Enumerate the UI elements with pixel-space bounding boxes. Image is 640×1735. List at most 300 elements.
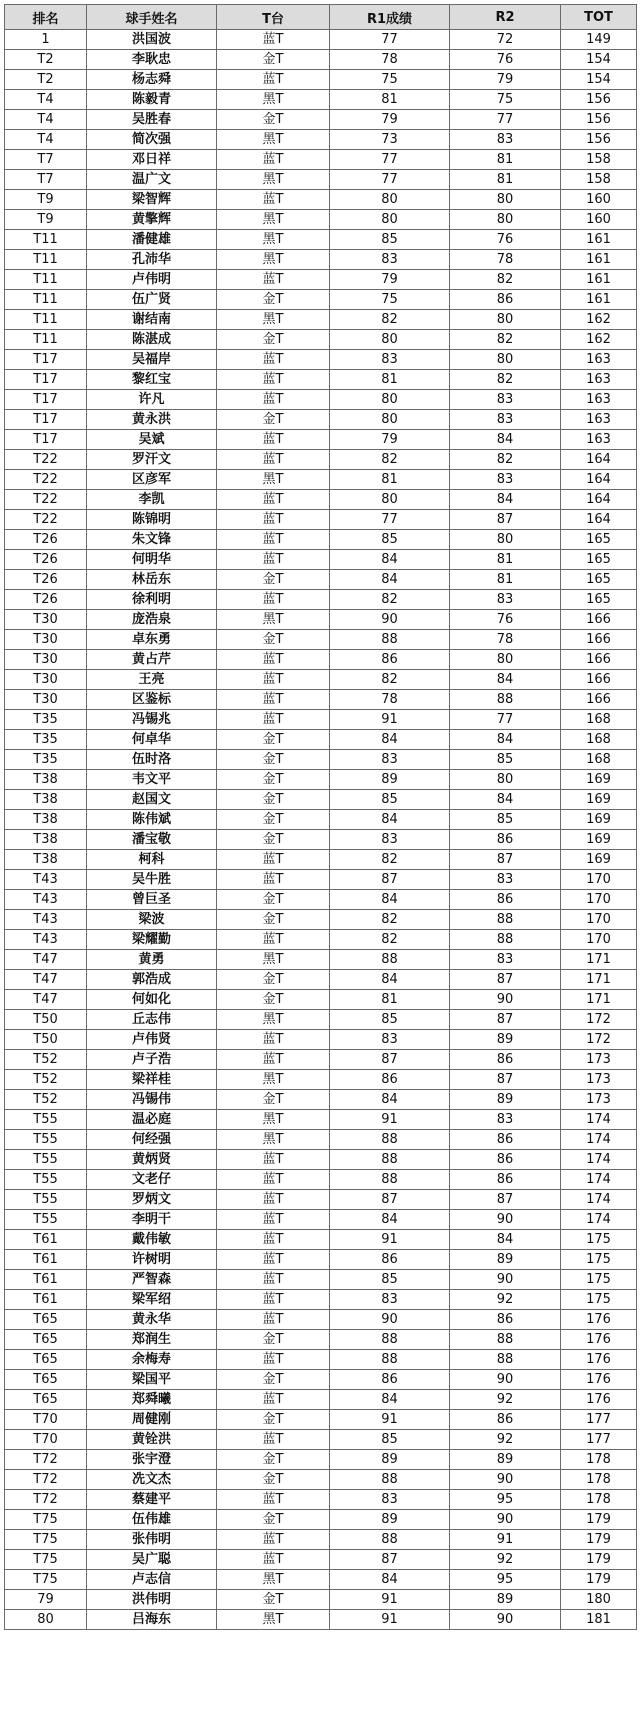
table-row	[5, 310, 637, 330]
r1-score-cell: 88	[330, 950, 450, 970]
table-row	[5, 70, 637, 90]
player-name-cell: 许树明	[87, 1250, 217, 1270]
player-name-cell: 周健刚	[87, 1410, 217, 1430]
tee-cell: 蓝T	[217, 670, 330, 690]
r2-score-cell: 84	[450, 790, 561, 810]
rank-cell: T35	[5, 710, 87, 730]
player-name-cell: 戴伟敏	[87, 1230, 217, 1250]
tee-cell: 蓝T	[217, 150, 330, 170]
r1-score-cell: 84	[330, 1570, 450, 1590]
r2-score-cell: 86	[450, 1170, 561, 1190]
r1-score-cell: 77	[330, 30, 450, 50]
total-cell: 165	[561, 550, 637, 570]
table-row	[5, 770, 637, 790]
rank-cell: 79	[5, 1590, 87, 1610]
r1-score-cell: 84	[330, 1390, 450, 1410]
r1-score-cell: 87	[330, 870, 450, 890]
total-cell: 176	[561, 1390, 637, 1410]
r2-score-cell: 90	[450, 1510, 561, 1530]
tee-cell: 金T	[217, 1450, 330, 1470]
r1-score-cell: 82	[330, 590, 450, 610]
rank-cell: T26	[5, 570, 87, 590]
rank-cell: T52	[5, 1090, 87, 1110]
tee-cell: 蓝T	[217, 530, 330, 550]
total-cell: 168	[561, 730, 637, 750]
player-name-cell: 梁军绍	[87, 1290, 217, 1310]
total-cell: 172	[561, 1030, 637, 1050]
total-cell: 170	[561, 890, 637, 910]
table-row	[5, 190, 637, 210]
r2-score-cell: 76	[450, 610, 561, 630]
rank-cell: T35	[5, 730, 87, 750]
r1-score-cell: 87	[330, 1050, 450, 1070]
tee-cell: 金T	[217, 1590, 330, 1610]
r2-score-cell: 90	[450, 1610, 561, 1630]
rank-cell: T4	[5, 90, 87, 110]
tee-cell: 金T	[217, 1470, 330, 1490]
total-cell: 169	[561, 830, 637, 850]
r1-score-cell: 88	[330, 1530, 450, 1550]
tee-cell: 蓝T	[217, 690, 330, 710]
tee-cell: 蓝T	[217, 850, 330, 870]
r1-score-cell: 81	[330, 990, 450, 1010]
r1-score-cell: 82	[330, 450, 450, 470]
rank-cell: T11	[5, 290, 87, 310]
total-cell: 177	[561, 1410, 637, 1430]
r1-score-cell: 75	[330, 290, 450, 310]
r1-score-cell: 84	[330, 730, 450, 750]
rank-cell: T43	[5, 890, 87, 910]
total-cell: 166	[561, 650, 637, 670]
rank-cell: T35	[5, 750, 87, 770]
total-cell: 163	[561, 390, 637, 410]
rank-cell: T38	[5, 810, 87, 830]
table-row	[5, 950, 637, 970]
tee-cell: 蓝T	[217, 1490, 330, 1510]
table-row	[5, 1230, 637, 1250]
table-row	[5, 450, 637, 470]
r2-score-cell: 85	[450, 810, 561, 830]
rank-cell: T38	[5, 830, 87, 850]
tee-cell: 蓝T	[217, 710, 330, 730]
total-cell: 176	[561, 1370, 637, 1390]
r1-score-cell: 75	[330, 70, 450, 90]
total-cell: 170	[561, 930, 637, 950]
rank-cell: T30	[5, 670, 87, 690]
rank-cell: T22	[5, 510, 87, 530]
player-name-cell: 李明干	[87, 1210, 217, 1230]
rank-cell: T7	[5, 170, 87, 190]
r2-score-cell: 80	[450, 310, 561, 330]
rank-cell: T17	[5, 410, 87, 430]
table-row	[5, 730, 637, 750]
table-row	[5, 1110, 637, 1130]
r1-score-cell: 85	[330, 530, 450, 550]
total-cell: 165	[561, 570, 637, 590]
r2-score-cell: 77	[450, 710, 561, 730]
r2-score-cell: 80	[450, 210, 561, 230]
table-row	[5, 430, 637, 450]
results-table	[4, 4, 637, 1630]
r2-score-cell: 80	[450, 530, 561, 550]
r2-score-cell: 86	[450, 1410, 561, 1430]
total-cell: 162	[561, 310, 637, 330]
total-cell: 161	[561, 290, 637, 310]
player-name-cell: 梁国平	[87, 1370, 217, 1390]
rank-cell: T17	[5, 390, 87, 410]
r2-score-cell: 86	[450, 1310, 561, 1330]
player-name-cell: 吴胜春	[87, 110, 217, 130]
player-name-cell: 伍伟雄	[87, 1510, 217, 1530]
tee-cell: 金T	[217, 570, 330, 590]
r2-score-cell: 84	[450, 730, 561, 750]
tee-cell: 蓝T	[217, 650, 330, 670]
table-row	[5, 1390, 637, 1410]
player-name-cell: 陈伟斌	[87, 810, 217, 830]
total-cell: 181	[561, 1610, 637, 1630]
r2-score-cell: 87	[450, 1190, 561, 1210]
total-cell: 162	[561, 330, 637, 350]
r2-score-cell: 90	[450, 1210, 561, 1230]
r1-score-cell: 88	[330, 630, 450, 650]
player-name-cell: 林岳东	[87, 570, 217, 590]
total-cell: 174	[561, 1210, 637, 1230]
rank-cell: T61	[5, 1250, 87, 1270]
r1-score-cell: 82	[330, 930, 450, 950]
table-row	[5, 1010, 637, 1030]
r2-score-cell: 83	[450, 470, 561, 490]
tee-cell: 黑T	[217, 130, 330, 150]
r1-score-cell: 86	[330, 1070, 450, 1090]
table-row	[5, 890, 637, 910]
r1-score-cell: 85	[330, 1010, 450, 1030]
tee-cell: 蓝T	[217, 1530, 330, 1550]
tee-cell: 蓝T	[217, 1170, 330, 1190]
table-row	[5, 290, 637, 310]
table-row	[5, 1550, 637, 1570]
r1-score-cell: 87	[330, 1190, 450, 1210]
table-row	[5, 1030, 637, 1050]
total-cell: 164	[561, 510, 637, 530]
table-row	[5, 1510, 637, 1530]
r1-score-cell: 81	[330, 470, 450, 490]
r2-score-cell: 89	[450, 1030, 561, 1050]
tee-cell: 黑T	[217, 470, 330, 490]
total-cell: 174	[561, 1110, 637, 1130]
r2-score-cell: 84	[450, 670, 561, 690]
total-cell: 169	[561, 810, 637, 830]
tee-cell: 金T	[217, 890, 330, 910]
tee-cell: 蓝T	[217, 510, 330, 530]
table-row	[5, 1310, 637, 1330]
tee-cell: 蓝T	[217, 190, 330, 210]
player-name-cell: 伍时洛	[87, 750, 217, 770]
player-name-cell: 何经强	[87, 1130, 217, 1150]
tee-cell: 金T	[217, 1090, 330, 1110]
table-row	[5, 1470, 637, 1490]
total-cell: 156	[561, 110, 637, 130]
total-cell: 164	[561, 490, 637, 510]
player-name-cell: 吴广聪	[87, 1550, 217, 1570]
table-row	[5, 1150, 637, 1170]
r2-score-cell: 82	[450, 450, 561, 470]
rank-cell: T26	[5, 590, 87, 610]
r1-score-cell: 89	[330, 1450, 450, 1470]
r2-score-cell: 90	[450, 1270, 561, 1290]
player-name-cell: 温广文	[87, 170, 217, 190]
r1-score-cell: 82	[330, 910, 450, 930]
table-row	[5, 1250, 637, 1270]
r2-score-cell: 80	[450, 770, 561, 790]
table-row	[5, 230, 637, 250]
rank-cell: T9	[5, 190, 87, 210]
r2-score-cell: 86	[450, 890, 561, 910]
table-row	[5, 1570, 637, 1590]
tee-cell: 金T	[217, 1410, 330, 1430]
tee-cell: 蓝T	[217, 1550, 330, 1570]
rank-cell: T22	[5, 450, 87, 470]
rank-cell: T52	[5, 1070, 87, 1090]
total-cell: 173	[561, 1050, 637, 1070]
r1-score-cell: 88	[330, 1130, 450, 1150]
total-cell: 176	[561, 1350, 637, 1370]
r2-score-cell: 86	[450, 1130, 561, 1150]
tee-cell: 金T	[217, 290, 330, 310]
total-cell: 166	[561, 670, 637, 690]
tee-cell: 金T	[217, 630, 330, 650]
tee-cell: 金T	[217, 830, 330, 850]
table-row	[5, 490, 637, 510]
table-row	[5, 1190, 637, 1210]
r1-score-cell: 78	[330, 690, 450, 710]
header-total: TOT	[561, 5, 637, 30]
tee-cell: 金T	[217, 730, 330, 750]
rank-cell: T70	[5, 1430, 87, 1450]
r1-score-cell: 90	[330, 1310, 450, 1330]
player-name-cell: 卢子浩	[87, 1050, 217, 1070]
r1-score-cell: 73	[330, 130, 450, 150]
table-row	[5, 110, 637, 130]
tee-cell: 金T	[217, 110, 330, 130]
rank-cell: 1	[5, 30, 87, 50]
tee-cell: 蓝T	[217, 930, 330, 950]
r2-score-cell: 90	[450, 1470, 561, 1490]
total-cell: 176	[561, 1310, 637, 1330]
r1-score-cell: 84	[330, 570, 450, 590]
table-row	[5, 50, 637, 70]
rank-cell: T65	[5, 1350, 87, 1370]
table-row	[5, 1450, 637, 1470]
rank-cell: T72	[5, 1450, 87, 1470]
player-name-cell: 蔡建平	[87, 1490, 217, 1510]
table-row	[5, 210, 637, 230]
rank-cell: T30	[5, 630, 87, 650]
player-name-cell: 冯锡伟	[87, 1090, 217, 1110]
tee-cell: 蓝T	[217, 1050, 330, 1070]
total-cell: 164	[561, 450, 637, 470]
r2-score-cell: 77	[450, 110, 561, 130]
r2-score-cell: 88	[450, 930, 561, 950]
player-name-cell: 陈湛成	[87, 330, 217, 350]
player-name-cell: 梁耀勤	[87, 930, 217, 950]
table-row	[5, 1050, 637, 1070]
total-cell: 175	[561, 1270, 637, 1290]
total-cell: 179	[561, 1530, 637, 1550]
r1-score-cell: 83	[330, 250, 450, 270]
tee-cell: 金T	[217, 410, 330, 430]
rank-cell: T30	[5, 690, 87, 710]
r1-score-cell: 82	[330, 670, 450, 690]
r2-score-cell: 82	[450, 370, 561, 390]
total-cell: 154	[561, 70, 637, 90]
tee-cell: 金T	[217, 970, 330, 990]
r1-score-cell: 84	[330, 810, 450, 830]
tee-cell: 蓝T	[217, 370, 330, 390]
player-name-cell: 区彦军	[87, 470, 217, 490]
tee-cell: 蓝T	[217, 1390, 330, 1410]
total-cell: 178	[561, 1490, 637, 1510]
r2-score-cell: 86	[450, 1150, 561, 1170]
player-name-cell: 简次强	[87, 130, 217, 150]
tee-cell: 金T	[217, 770, 330, 790]
rank-cell: T65	[5, 1310, 87, 1330]
r1-score-cell: 83	[330, 1490, 450, 1510]
player-name-cell: 吴福岸	[87, 350, 217, 370]
tee-cell: 蓝T	[217, 870, 330, 890]
table-row	[5, 790, 637, 810]
r2-score-cell: 76	[450, 50, 561, 70]
r1-score-cell: 81	[330, 90, 450, 110]
table-row	[5, 1410, 637, 1430]
r2-score-cell: 88	[450, 910, 561, 930]
total-cell: 175	[561, 1290, 637, 1310]
table-row	[5, 330, 637, 350]
tee-cell: 黑T	[217, 610, 330, 630]
r2-score-cell: 92	[450, 1430, 561, 1450]
player-name-cell: 郭浩成	[87, 970, 217, 990]
total-cell: 160	[561, 210, 637, 230]
player-name-cell: 朱文锋	[87, 530, 217, 550]
total-cell: 154	[561, 50, 637, 70]
total-cell: 156	[561, 90, 637, 110]
table-row	[5, 910, 637, 930]
tee-cell: 蓝T	[217, 1430, 330, 1450]
total-cell: 164	[561, 470, 637, 490]
tee-cell: 蓝T	[217, 450, 330, 470]
tee-cell: 金T	[217, 790, 330, 810]
table-row	[5, 270, 637, 290]
r2-score-cell: 80	[450, 190, 561, 210]
r2-score-cell: 90	[450, 990, 561, 1010]
tee-cell: 蓝T	[217, 1270, 330, 1290]
player-name-cell: 罗炳文	[87, 1190, 217, 1210]
r1-score-cell: 81	[330, 370, 450, 390]
rank-cell: T38	[5, 850, 87, 870]
table-row	[5, 410, 637, 430]
player-name-cell: 黄占芹	[87, 650, 217, 670]
player-name-cell: 黄永华	[87, 1310, 217, 1330]
rank-cell: T17	[5, 350, 87, 370]
player-name-cell: 黄擎辉	[87, 210, 217, 230]
tee-cell: 黑T	[217, 1010, 330, 1030]
player-name-cell: 文老仔	[87, 1170, 217, 1190]
tee-cell: 蓝T	[217, 1210, 330, 1230]
r1-score-cell: 83	[330, 1030, 450, 1050]
total-cell: 163	[561, 370, 637, 390]
total-cell: 166	[561, 610, 637, 630]
r1-score-cell: 79	[330, 430, 450, 450]
player-name-cell: 韦文平	[87, 770, 217, 790]
table-row	[5, 1610, 637, 1630]
total-cell: 174	[561, 1150, 637, 1170]
table-body	[5, 30, 637, 1630]
table-row	[5, 650, 637, 670]
rank-cell: T52	[5, 1050, 87, 1070]
table-row	[5, 130, 637, 150]
rank-cell: T43	[5, 910, 87, 930]
r2-score-cell: 75	[450, 90, 561, 110]
r1-score-cell: 80	[330, 190, 450, 210]
player-name-cell: 黎红宝	[87, 370, 217, 390]
table-row	[5, 830, 637, 850]
r2-score-cell: 87	[450, 970, 561, 990]
player-name-cell: 冯锡兆	[87, 710, 217, 730]
r1-score-cell: 84	[330, 890, 450, 910]
r1-score-cell: 80	[330, 490, 450, 510]
r2-score-cell: 82	[450, 330, 561, 350]
r2-score-cell: 89	[450, 1090, 561, 1110]
total-cell: 176	[561, 1330, 637, 1350]
player-name-cell: 吴斌	[87, 430, 217, 450]
r2-score-cell: 81	[450, 150, 561, 170]
rank-cell: T22	[5, 470, 87, 490]
rank-cell: T11	[5, 230, 87, 250]
player-name-cell: 邓日祥	[87, 150, 217, 170]
player-name-cell: 何卓华	[87, 730, 217, 750]
table-row	[5, 590, 637, 610]
table-row	[5, 870, 637, 890]
total-cell: 175	[561, 1230, 637, 1250]
rank-cell: T2	[5, 70, 87, 90]
player-name-cell: 伍广贤	[87, 290, 217, 310]
rank-cell: T65	[5, 1330, 87, 1350]
tee-cell: 蓝T	[217, 270, 330, 290]
table-row	[5, 570, 637, 590]
r2-score-cell: 95	[450, 1490, 561, 1510]
player-name-cell: 王亮	[87, 670, 217, 690]
rank-cell: T11	[5, 250, 87, 270]
rank-cell: T55	[5, 1110, 87, 1130]
player-name-cell: 黄勇	[87, 950, 217, 970]
r1-score-cell: 86	[330, 1250, 450, 1270]
tee-cell: 蓝T	[217, 490, 330, 510]
header-rank: 排名	[5, 5, 87, 30]
table-row	[5, 390, 637, 410]
rank-cell: T47	[5, 950, 87, 970]
player-name-cell: 张伟明	[87, 1530, 217, 1550]
total-cell: 178	[561, 1450, 637, 1470]
total-cell: 170	[561, 910, 637, 930]
r2-score-cell: 86	[450, 290, 561, 310]
table-row	[5, 530, 637, 550]
r2-score-cell: 72	[450, 30, 561, 50]
r2-score-cell: 89	[450, 1450, 561, 1470]
player-name-cell: 陈锦明	[87, 510, 217, 530]
table-row	[5, 250, 637, 270]
total-cell: 165	[561, 590, 637, 610]
table-row	[5, 810, 637, 830]
rank-cell: T55	[5, 1150, 87, 1170]
